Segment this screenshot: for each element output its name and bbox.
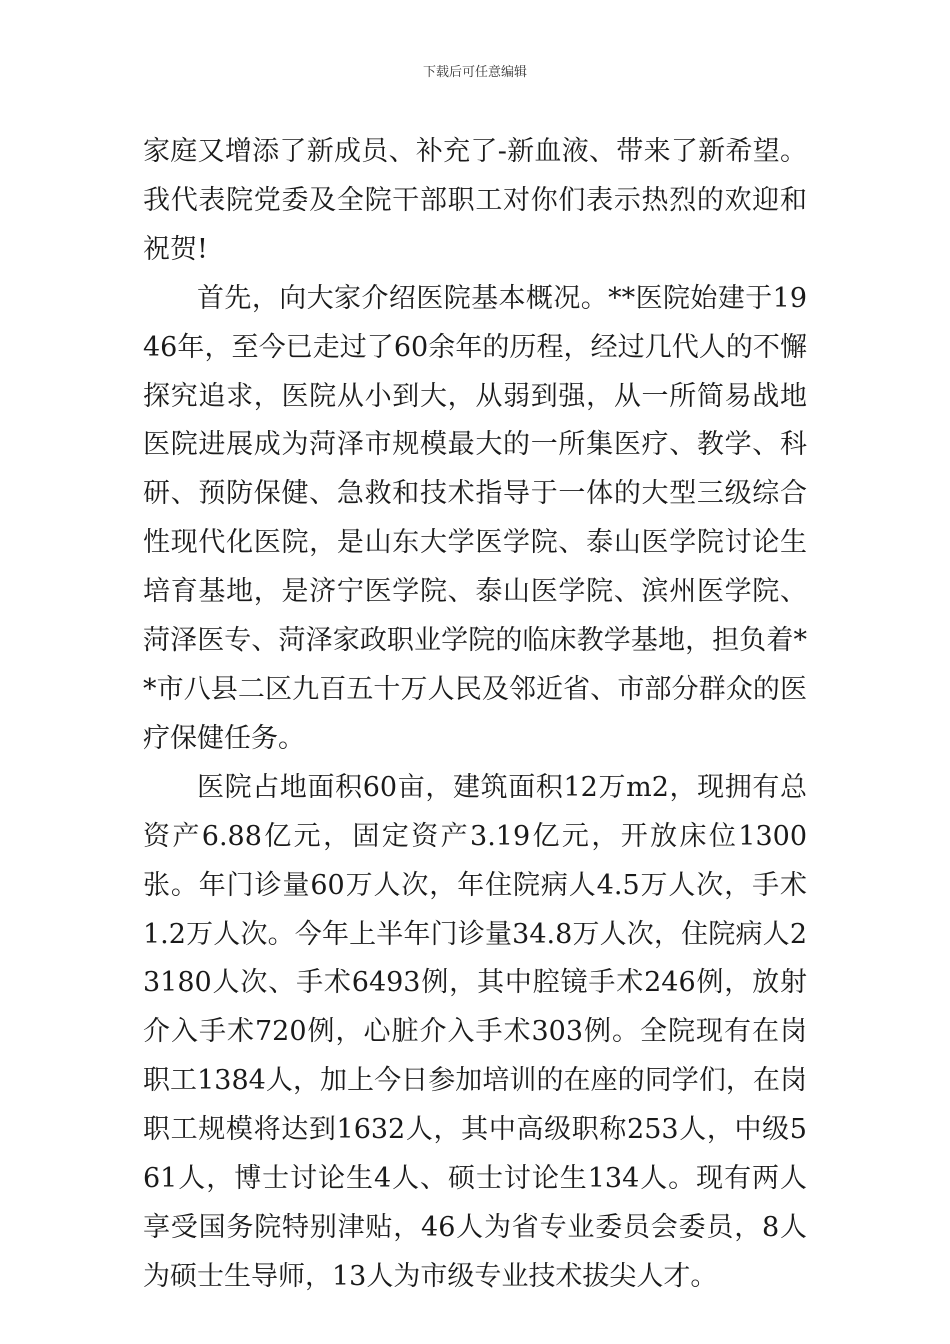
- page-header: 下载后可任意编辑: [422, 65, 527, 80]
- paragraph-hospital-overview: 首先，向大家介绍医院基本概况。**医院始建于1946年，至今已走过了60余年的历程，经过几代人的不懈探究追求，医院从小到大，从弱到强，从一所简易战地医院进展成为菏泽市规模最大的一所集医疗、教学、科研、预防保健、急救和技术指导于一体的大型三级综合性现代化医院，是山东大学医学院、泰山医学院讨论生培育基地，是济宁医学院、泰山医学院、滨州医学院、菏泽医专、菏泽家政职业学院的临床教学基地，担负着**市八县二区九百五十万人民及邻近省、市部分群众的医疗保健任务。: [143, 282, 807, 754]
- document-body: [143, 128, 807, 1302]
- paragraph-welcome: 家庭又增添了新成员、补充了-新血液、带来了新希望。我代表院党委及全院干部职工对你们表示热烈的欢迎和祝贺!: [143, 136, 807, 265]
- paragraph-hospital-statistics: 医院占地面积60亩，建筑面积12万m2，现拥有总资产6.88亿元，固定资产3.19亿元，开放床位1300张。年门诊量60万人次，年住院病人4.5万人次，手术1.2万人次。今年上半年门诊量34.8万人次，住院病人23180人次、手术6493例，其中腔镜手术246例，放射介入手术720例，心脏介入手术303例。全院现有在岗职工1384人，加上今日参加培训的在座的同学们，在岗职工规模将达到1632人，其中高级职称253人，中级561人，博士讨论生4人、硕士讨论生134人。现有两人享受国务院特别津贴，46人为省专业委员会委员，8人为硕士生导师，13人为市级专业技术拔尖人才。: [143, 771, 807, 1292]
